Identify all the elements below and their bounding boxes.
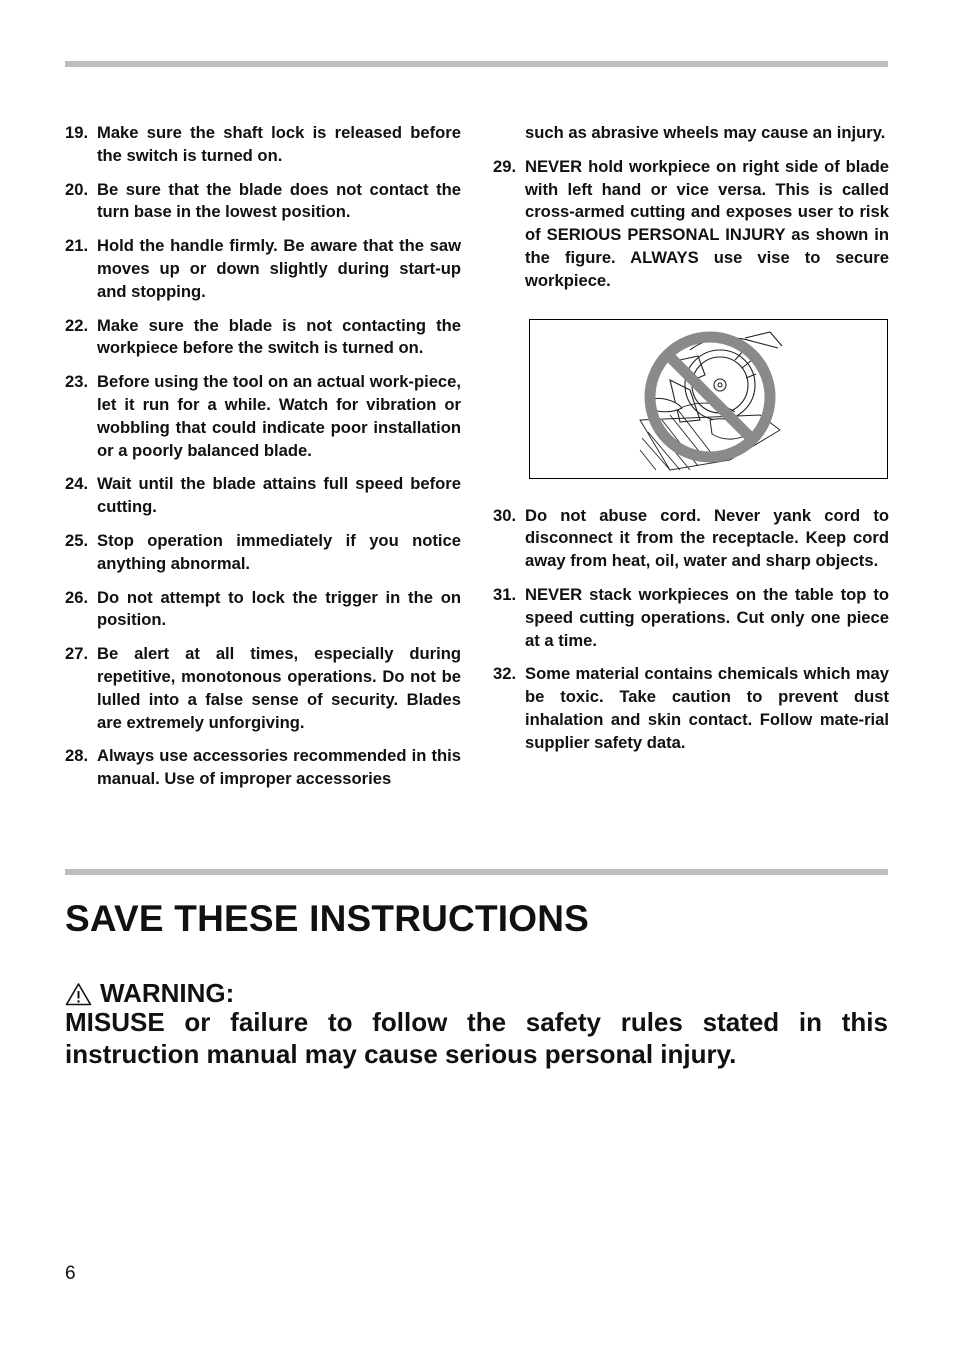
cross-armed-cutting-figure xyxy=(529,319,888,479)
list-item xyxy=(493,663,889,754)
item-number: 32. xyxy=(493,664,517,684)
item-text: Stop operation immediately if you notice anything abnormal. xyxy=(97,530,461,573)
list-item xyxy=(65,315,461,361)
warning-text: MISUSE or failure to follow the safety rules stated in this instruction manual may cause serious personal injury. xyxy=(65,1007,888,1069)
item-text: NEVER stack workpieces on the table top to speed cutting operations. Cut only one piece at a time. xyxy=(525,584,889,650)
item-text: Be alert at all times, especially during repetitive, monotonous operations. Do not be lulled into a false sense of security. Blades are extremely unforgiving. xyxy=(97,644,461,732)
item-continuation: such as abrasive wheels may cause an injury. xyxy=(525,123,886,142)
list-item xyxy=(65,587,461,633)
list-item xyxy=(65,179,461,225)
list-item xyxy=(65,530,461,576)
item-number: 28. xyxy=(65,746,89,766)
item-text: Be sure that the blade does not contact the turn base in the lowest position. xyxy=(97,179,461,222)
item-text: Some material contains chemicals which may be toxic. Take caution to prevent dust inhalation and skin contact. Follow mate-rial supplier safety data. xyxy=(525,664,889,752)
list-item xyxy=(493,505,889,573)
item-text: Wait until the blade attains full speed before cutting. xyxy=(97,474,461,517)
item-text: Make sure the shaft lock is released before the switch is turned on. xyxy=(97,123,461,165)
item-number: 27. xyxy=(65,644,89,664)
item-text: Make sure the blade is not contacting the workpiece before the switch is turned on. xyxy=(97,315,461,358)
item-number: 26. xyxy=(65,587,89,607)
list-item xyxy=(65,235,461,303)
item-number: 20. xyxy=(65,179,89,199)
list-item xyxy=(493,156,889,293)
item-number: 23. xyxy=(65,372,89,392)
item-text: Do not abuse cord. Never yank cord to disconnect it from the receptacle. Keep cord away from heat, oil, water and sharp objects. xyxy=(525,505,889,571)
list-item xyxy=(65,473,461,519)
item-number: 19. xyxy=(65,123,89,142)
item-text: NEVER hold workpiece on right side of blade with left hand or vice versa. This is called cross-armed cutting and exposes user to risk of SERIOUS PERSONAL INJURY as shown in the figure. ALWAYS use vise to secure workpiece. xyxy=(525,156,889,290)
top-rule xyxy=(65,61,888,67)
warning-label: WARNING: xyxy=(100,978,235,1008)
list-item xyxy=(65,745,461,791)
item-number: 29. xyxy=(493,156,517,176)
prohibition-sign-icon xyxy=(650,337,770,457)
list-item xyxy=(493,584,889,652)
left-column xyxy=(65,122,461,802)
section-heading: SAVE THESE INSTRUCTIONS xyxy=(65,898,590,939)
saw-illustration xyxy=(530,320,887,478)
list-item xyxy=(65,371,461,462)
item-number: 24. xyxy=(65,474,89,494)
item-text: Before using the tool on an actual work-piece, let it run for a while. Watch for vibration or wobbling that could indicate poor installation or a poorly balanced blade. xyxy=(97,372,461,460)
middle-rule xyxy=(65,869,888,875)
page-number: 6 xyxy=(65,1263,76,1284)
item-number: 22. xyxy=(65,315,89,335)
item-text: Always use accessories recommended in this manual. Use of improper accessories xyxy=(97,746,461,789)
item-text: Do not attempt to lock the trigger in the on position. xyxy=(97,587,461,630)
right-column xyxy=(493,122,889,766)
item-number: 31. xyxy=(493,584,517,604)
list-item xyxy=(65,643,461,734)
warning-triangle-icon xyxy=(65,982,92,1006)
warning-title xyxy=(65,978,234,1009)
item-number: 30. xyxy=(493,505,517,525)
item-number: 25. xyxy=(65,530,89,550)
item-number: 21. xyxy=(65,236,89,256)
list-item xyxy=(65,122,461,168)
item-text: Hold the handle firmly. Be aware that the saw moves up or down slightly during start-up and stopping. xyxy=(97,236,461,301)
